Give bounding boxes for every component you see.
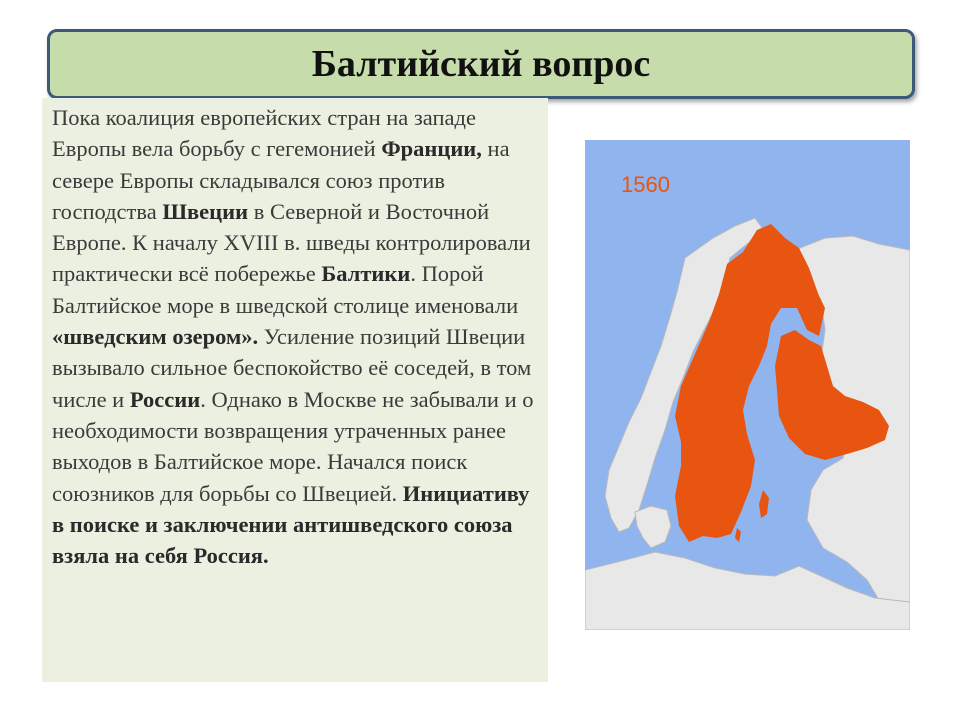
body-bold-swedish-lake: «шведским озером». — [52, 324, 259, 350]
body-text-box — [42, 98, 548, 682]
body-text-segment: Усиление позиций Швеции вызывало сильное беспокойство её соседей, в том числе и — [52, 324, 532, 412]
body-bold-sweden: Швеции — [162, 198, 249, 224]
body-bold-russia: России — [129, 386, 201, 412]
body-text-segment: . Однако в Москве не забывали и о необходимости возвращения утраченных ранее выходов в Балтийское море. Начался поиск союзников для борьбы со Швецией. — [52, 386, 534, 506]
body-bold-baltic: Балтики — [321, 261, 411, 287]
body-text-segment: Пока коалиция европейских стран на западе Европы вела борьбу с гегемонией — [52, 105, 476, 162]
title-bar — [47, 29, 915, 99]
map-year-label: 1560 — [621, 172, 670, 197]
map-svg — [585, 140, 910, 630]
body-bold-conclusion: Инициативу в поиске и заключении антишведского союза взяла на себя Россия. — [52, 480, 530, 569]
historical-map — [585, 140, 910, 630]
body-text-segment: на севере Европы складывался союз против господства — [52, 136, 510, 224]
body-text-segment: . Порой Балтийское море в шведской столице именовали — [52, 261, 519, 318]
slide-title: Балтийский вопрос — [311, 43, 651, 85]
body-paragraph — [42, 98, 548, 571]
body-text-segment: в Северной и Восточной Европе. К началу XVIII в. шведы контролировали практически всё побережье — [52, 198, 531, 287]
body-bold-france: Франции, — [381, 136, 482, 162]
